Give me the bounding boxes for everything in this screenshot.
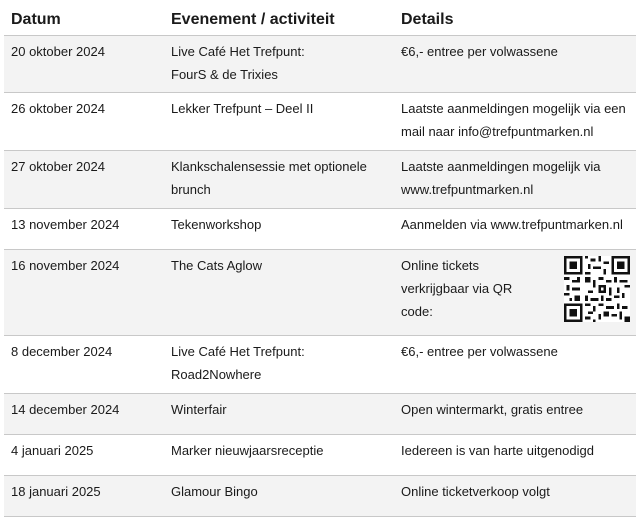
table-row [4,35,636,92]
cell-date: 26 oktober 2024 [4,92,164,150]
cell-date: 20 oktober 2024 [4,35,164,92]
header-event: Evenement / activiteit [164,0,394,35]
cell-event: Glamour Bingo [164,475,394,516]
cell-date: 13 november 2024 [4,208,164,249]
cell-date: 4 januari 2025 [4,434,164,475]
cell-date: 27 oktober 2024 [4,150,164,208]
table-row [4,92,636,150]
cell-event: Winterfair [164,393,394,434]
cell-date: 16 november 2024 [4,249,164,335]
cell-event: Tekenworkshop [164,208,394,249]
cell-details: Online ticketverkoop volgt [394,475,636,516]
cell-details: €6,- entree per volwassene [394,335,636,393]
cell-date: 8 december 2024 [4,335,164,393]
cell-event: Klankschalensessie met optionele brunch [164,150,394,208]
events-table [4,0,636,517]
table-row [4,335,636,393]
cell-details: Laatste aanmeldingen mogelijk via www.trefpuntmarken.nl [394,150,636,208]
cell-event: Marker nieuwjaarsreceptie [164,434,394,475]
cell-details: Laatste aanmeldingen mogelijk via een mail naar info@trefpuntmarken.nl [394,92,636,150]
table-row [4,208,636,249]
cell-details: Iedereen is van harte uitgenodigd [394,434,636,475]
cell-details: Open wintermarkt, gratis entree [394,393,636,434]
cell-event: Lekker Trefpunt – Deel II [164,92,394,150]
table-row [4,475,636,516]
cell-details: Online tickets verkrijgbaar via QR code: [394,249,636,335]
table-row [4,249,636,335]
header-details: Details [394,0,636,35]
table-header [4,0,636,35]
cell-event: Live Café Het Trefpunt: Road2Nowhere [164,335,394,393]
header-date: Datum [4,0,164,35]
table-body [4,35,636,516]
cell-event: Live Café Het Trefpunt: FourS & de Trixies [164,35,394,92]
table-row [4,393,636,434]
cell-date: 14 december 2024 [4,393,164,434]
cell-details: Aanmelden via www.trefpuntmarken.nl [394,208,636,249]
cell-event: The Cats Aglow [164,249,394,335]
qr-code-icon[interactable] [564,256,630,322]
table-row [4,150,636,208]
cell-date: 18 januari 2025 [4,475,164,516]
table-row [4,434,636,475]
cell-details: €6,- entree per volwassene [394,35,636,92]
